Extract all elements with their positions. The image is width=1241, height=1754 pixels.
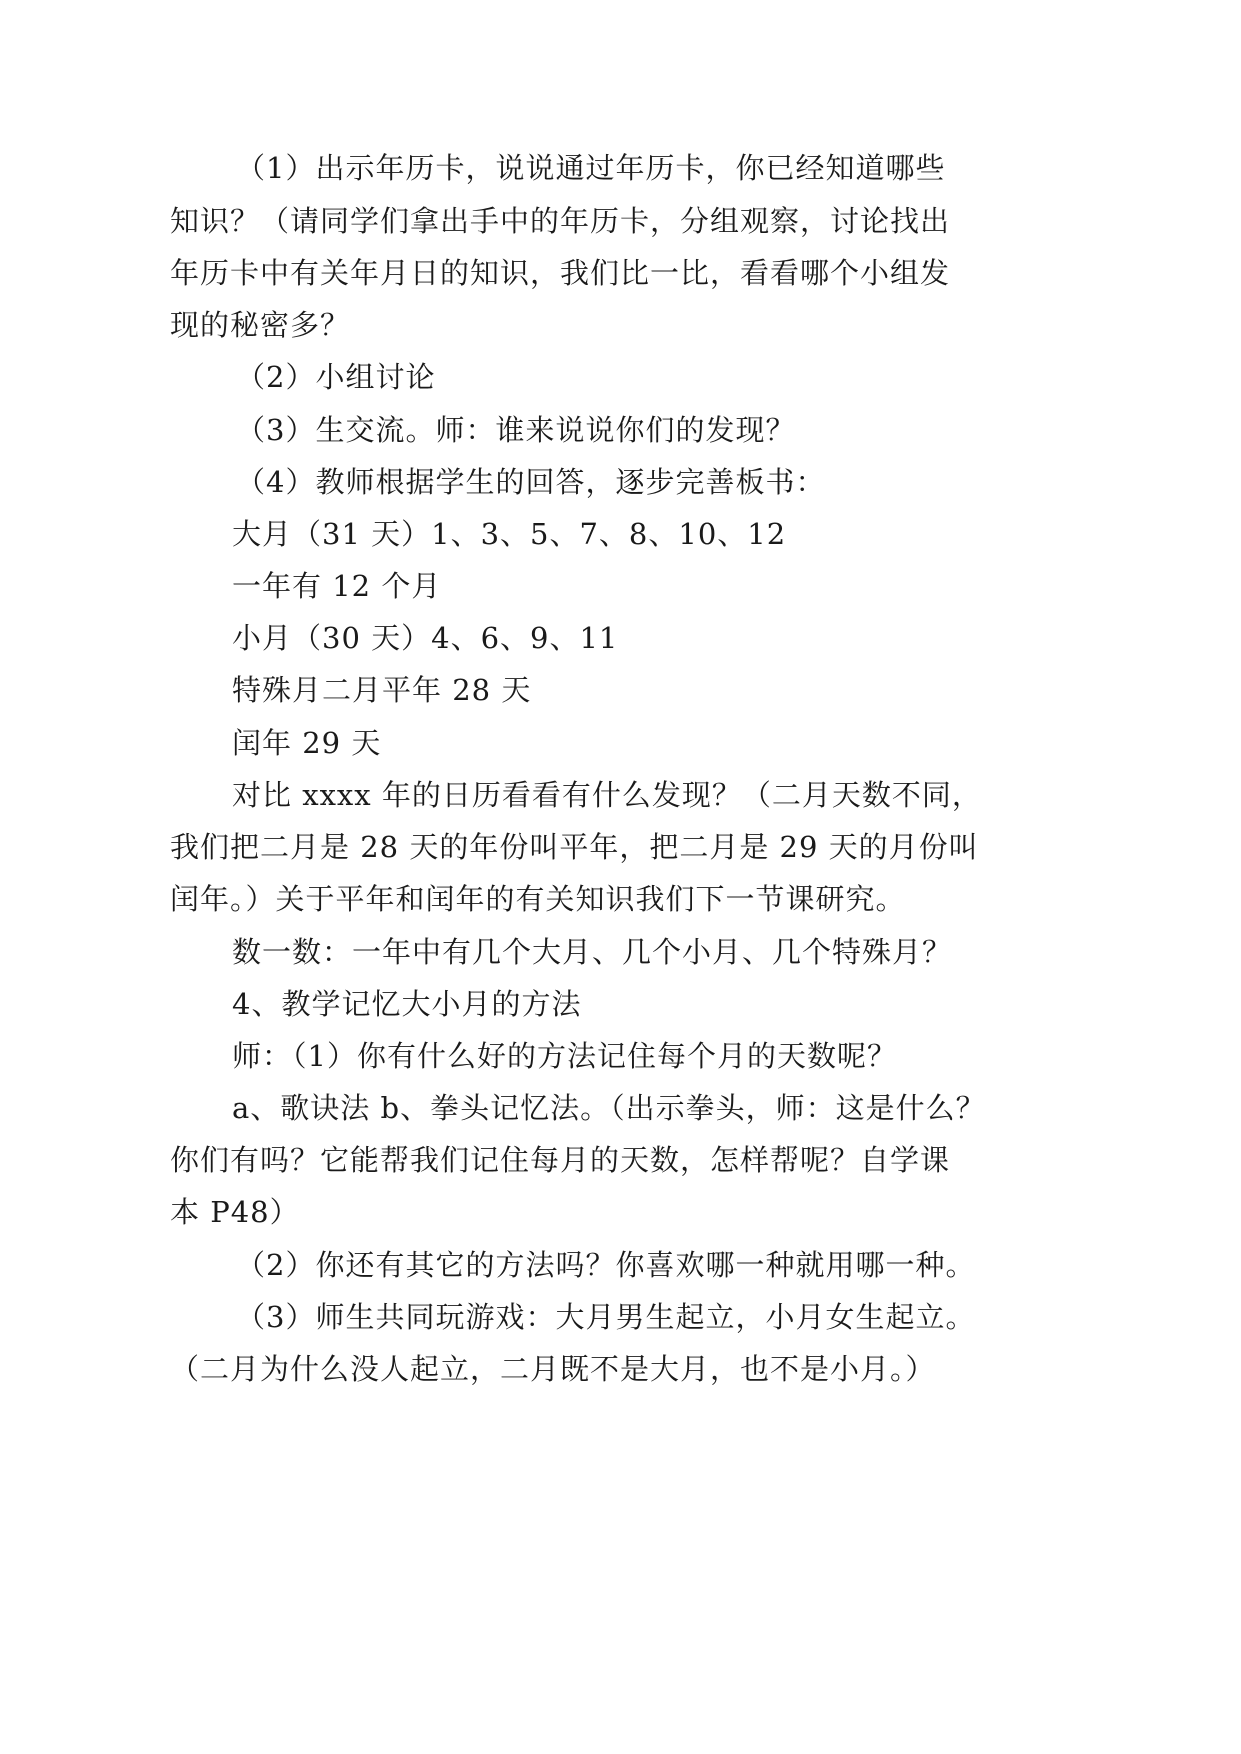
text-line: 现的秘密多？ bbox=[170, 308, 351, 342]
text-line: 年历卡中有关年月日的知识，我们比一比，看看哪个小组发 bbox=[170, 256, 951, 290]
text-line: 小月（30 天）4、6、9、11 bbox=[232, 621, 619, 655]
text-line: 你们有吗？它能帮我们记住每月的天数，怎样帮呢？自学课 bbox=[170, 1143, 951, 1177]
text-line: a、歌诀法 b、拳头记忆法。（出示拳头，师：这是什么？ bbox=[232, 1091, 986, 1125]
text-line: 师：（1）你有什么好的方法记住每个月的天数呢？ bbox=[232, 1039, 897, 1073]
text-line: 对比 xxxx 年的日历看看有什么发现？（二月天数不同， bbox=[232, 778, 982, 812]
text-line: （4）教师根据学生的回答，逐步完善板书： bbox=[236, 465, 826, 499]
text-line: 一年有 12 个月 bbox=[232, 569, 442, 603]
text-line: （3）生交流。师：谁来说说你们的发现？ bbox=[236, 413, 796, 447]
text-line: 我们把二月是 28 天的年份叫平年，把二月是 29 天的月份叫 bbox=[170, 830, 979, 864]
text-line: 知识？（请同学们拿出手中的年历卡，分组观察，讨论找出 bbox=[170, 204, 951, 238]
text-line: 4、教学记忆大小月的方法 bbox=[232, 987, 582, 1021]
text-line: 大月（31 天）1、3、5、7、8、10、12 bbox=[232, 517, 787, 551]
text-line: （1）出示年历卡，说说通过年历卡，你已经知道哪些 bbox=[236, 151, 946, 185]
text-line: （3）师生共同玩游戏：大月男生起立，小月女生起立。 bbox=[236, 1300, 976, 1334]
text-line: 本 P48） bbox=[170, 1195, 300, 1229]
text-line: 数一数：一年中有几个大月、几个小月、几个特殊月？ bbox=[232, 935, 953, 969]
text-line: 闰年。）关于平年和闰年的有关知识我们下一节课研究。 bbox=[170, 882, 906, 916]
text-line: 闰年 29 天 bbox=[232, 726, 382, 760]
text-line: 特殊月二月平年 28 天 bbox=[232, 673, 532, 707]
text-line: （二月为什么没人起立，二月既不是大月，也不是小月。） bbox=[170, 1352, 936, 1386]
text-line: （2）小组讨论 bbox=[236, 360, 436, 394]
text-line: （2）你还有其它的方法吗？你喜欢哪一种就用哪一种。 bbox=[236, 1248, 976, 1282]
